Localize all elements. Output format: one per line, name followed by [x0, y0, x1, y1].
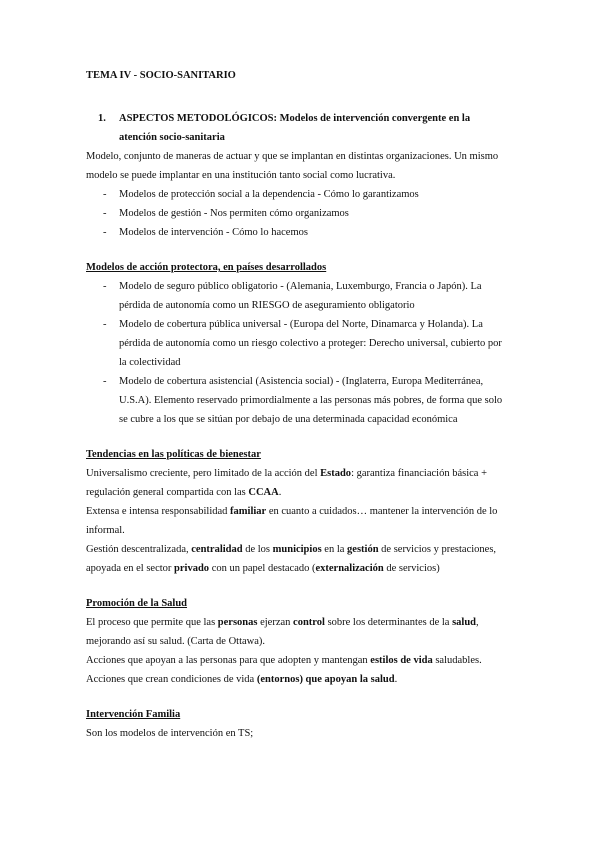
list-item: - Modelos de protección social a la dependencia - Cómo lo garantizamos [86, 185, 510, 204]
section3-paragraph-3: Gestión descentralizada, centralidad de los municipios en la gestión de servicios y prestaciones, apoyada en el sector privado con un papel destacado (externalización de servicios) [86, 544, 497, 574]
section2-list [86, 277, 510, 429]
list-item: - Modelo de cobertura asistencial (Asistencia social) - (Inglaterra, Europa Mediterránea, U.S.A). Elemento reservado primordialmente a las personas más pobres, de forma que solo se cubre a los que se sitúan por debajo de una determinada capacidad económica [86, 372, 510, 429]
section4-paragraph-1: El proceso que permite que las personas ejerzan control sobre los determinantes de la salud, mejorando así su salud. (Carta de Ottawa). [86, 617, 479, 647]
section1-intro: Modelo, conjunto de maneras de actuar y que se implantan en distintas organizaciones. Un mismo modelo se puede implantar en una institución tanto social como lucrativa. [86, 151, 499, 181]
section3-paragraph-1: Universalismo creciente, pero limitado de la acción del Estado: garantiza financiación básica + regulación general compartida con las CCAA. [86, 468, 487, 498]
section3-paragraph-2: Extensa e intensa responsabilidad familiar en cuanto a cuidados… mantener la intervención de lo informal. [86, 506, 498, 536]
section-heading-metodologicos [86, 109, 510, 147]
document-page [86, 66, 510, 743]
list-item: - Modelo de seguro público obligatorio - (Alemania, Luxemburgo, Francia o Japón). La pérdida de autonomía como un RIESGO de aseguramiento obligatorio [86, 277, 510, 315]
document-title: TEMA IV - SOCIO-SANITARIO [86, 70, 236, 81]
section-heading-modelos-accion: Modelos de acción protectora, en países desarrollados [86, 262, 327, 273]
section-heading-intervencion-familia: Intervención Familia [86, 709, 181, 720]
section1-list [86, 185, 510, 242]
list-item: - Modelos de intervención - Cómo lo hacemos [86, 223, 510, 242]
section4-paragraph-3: Acciones que crean condiciones de vida (entornos) que apoyan la salud. [86, 674, 398, 685]
list-item: - Modelo de cobertura pública universal - (Europa del Norte, Dinamarca y Holanda). La pérdida de autonomía como un riesgo colectivo a proteger: Derecho universal, cubierto por la colectividad [86, 315, 510, 372]
list-item: - Modelos de gestión - Nos permiten cómo organizamos [86, 204, 510, 223]
section-heading-text: ASPECTOS METODOLÓGICOS: Modelos de intervención convergente en la atención socio-sanitaria [119, 113, 471, 143]
section4-paragraph-2: Acciones que apoyan a las personas para que adopten y mantengan estilos de vida saludables. [86, 655, 482, 666]
section-heading-promocion-salud: Promoción de la Salud [86, 598, 188, 609]
section5-paragraph-1: Son los modelos de intervención en TS; [86, 728, 254, 739]
section-number: 1. [98, 113, 106, 124]
section-heading-tendencias: Tendencias en las políticas de bienestar [86, 449, 261, 460]
